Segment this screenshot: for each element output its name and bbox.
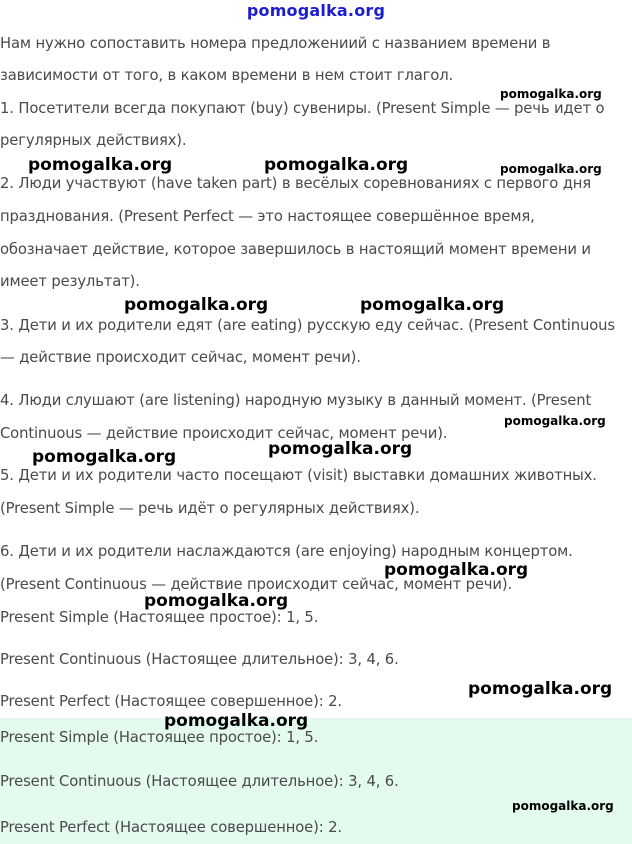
item-4-line: 4. Люди слушают (are listening) народную музыку в данный момент. (Present bbox=[0, 392, 592, 409]
watermark: pomogalka.org bbox=[28, 155, 173, 175]
item-2-line: празднования. (Present Perfect — это настоящее совершённое время, bbox=[0, 208, 535, 225]
watermark: pomogalka.org bbox=[268, 439, 413, 459]
site-header[interactable]: pomogalka.org bbox=[246, 1, 386, 20]
intro-line: зависимости от того, в каком времени в нем стоит глагол. bbox=[0, 67, 454, 84]
watermark: pomogalka.org bbox=[504, 414, 606, 428]
watermark: pomogalka.org bbox=[384, 560, 529, 580]
watermark: pomogalka.org bbox=[144, 591, 289, 611]
watermark: pomogalka.org bbox=[164, 711, 309, 731]
answer-present-continuous: Present Continuous (Настоящее длительное): 3, 4, 6. bbox=[0, 773, 399, 790]
watermark: pomogalka.org bbox=[500, 162, 602, 176]
item-1-line: регулярных действиях). bbox=[0, 132, 187, 149]
item-2-line: имеет результат). bbox=[0, 273, 140, 290]
answer-present-simple: Present Simple (Настоящее простое): 1, 5. bbox=[0, 729, 319, 746]
answer-block bbox=[0, 718, 632, 844]
item-5-line: (Present Simple — речь идёт о регулярных действиях). bbox=[0, 500, 420, 517]
watermark: pomogalka.org bbox=[468, 679, 613, 699]
item-3-line: — действие происходит сейчас, момент речи). bbox=[0, 349, 361, 366]
item-1-line: 1. Посетители всегда покупают (buy) сувениры. (Present Simple — речь идет о bbox=[0, 100, 605, 117]
watermark: pomogalka.org bbox=[512, 799, 614, 813]
summary-present-simple: Present Simple (Настоящее простое): 1, 5. bbox=[0, 609, 319, 626]
item-2-line: обозначает действие, которое завершилось в настоящий момент времени и bbox=[0, 241, 591, 258]
watermark: pomogalka.org bbox=[264, 155, 409, 175]
item-3-line: 3. Дети и их родители едят (are eating) русскую еду сейчас. (Present Continuous bbox=[0, 317, 615, 334]
watermark: pomogalka.org bbox=[124, 295, 269, 315]
watermark: pomogalka.org bbox=[32, 447, 177, 467]
item-5-line: 5. Дети и их родители часто посещают (visit) выставки домашних животных. bbox=[0, 467, 597, 484]
watermark: pomogalka.org bbox=[360, 295, 505, 315]
intro-line: Нам нужно сопоставить номера предложениий с названием времени в bbox=[0, 35, 551, 52]
summary-present-continuous: Present Continuous (Настоящее длительное): 3, 4, 6. bbox=[0, 651, 399, 668]
item-4-line: Continuous — действие происходит сейчас, момент речи). bbox=[0, 425, 448, 442]
summary-present-perfect: Present Perfect (Настоящее совершенное): 2. bbox=[0, 693, 342, 710]
watermark: pomogalka.org bbox=[500, 87, 602, 101]
item-6-line: (Present Continuous — действие происходит сейчас, момент речи). bbox=[0, 576, 513, 593]
answer-present-perfect: Present Perfect (Настоящее совершенное): 2. bbox=[0, 819, 342, 836]
item-2-line: 2. Люди участвуют (have taken part) в весёлых соревнованиях с первого дня bbox=[0, 175, 592, 192]
item-6-line: 6. Дети и их родители наслаждаются (are enjoying) народным концертом. bbox=[0, 543, 573, 560]
